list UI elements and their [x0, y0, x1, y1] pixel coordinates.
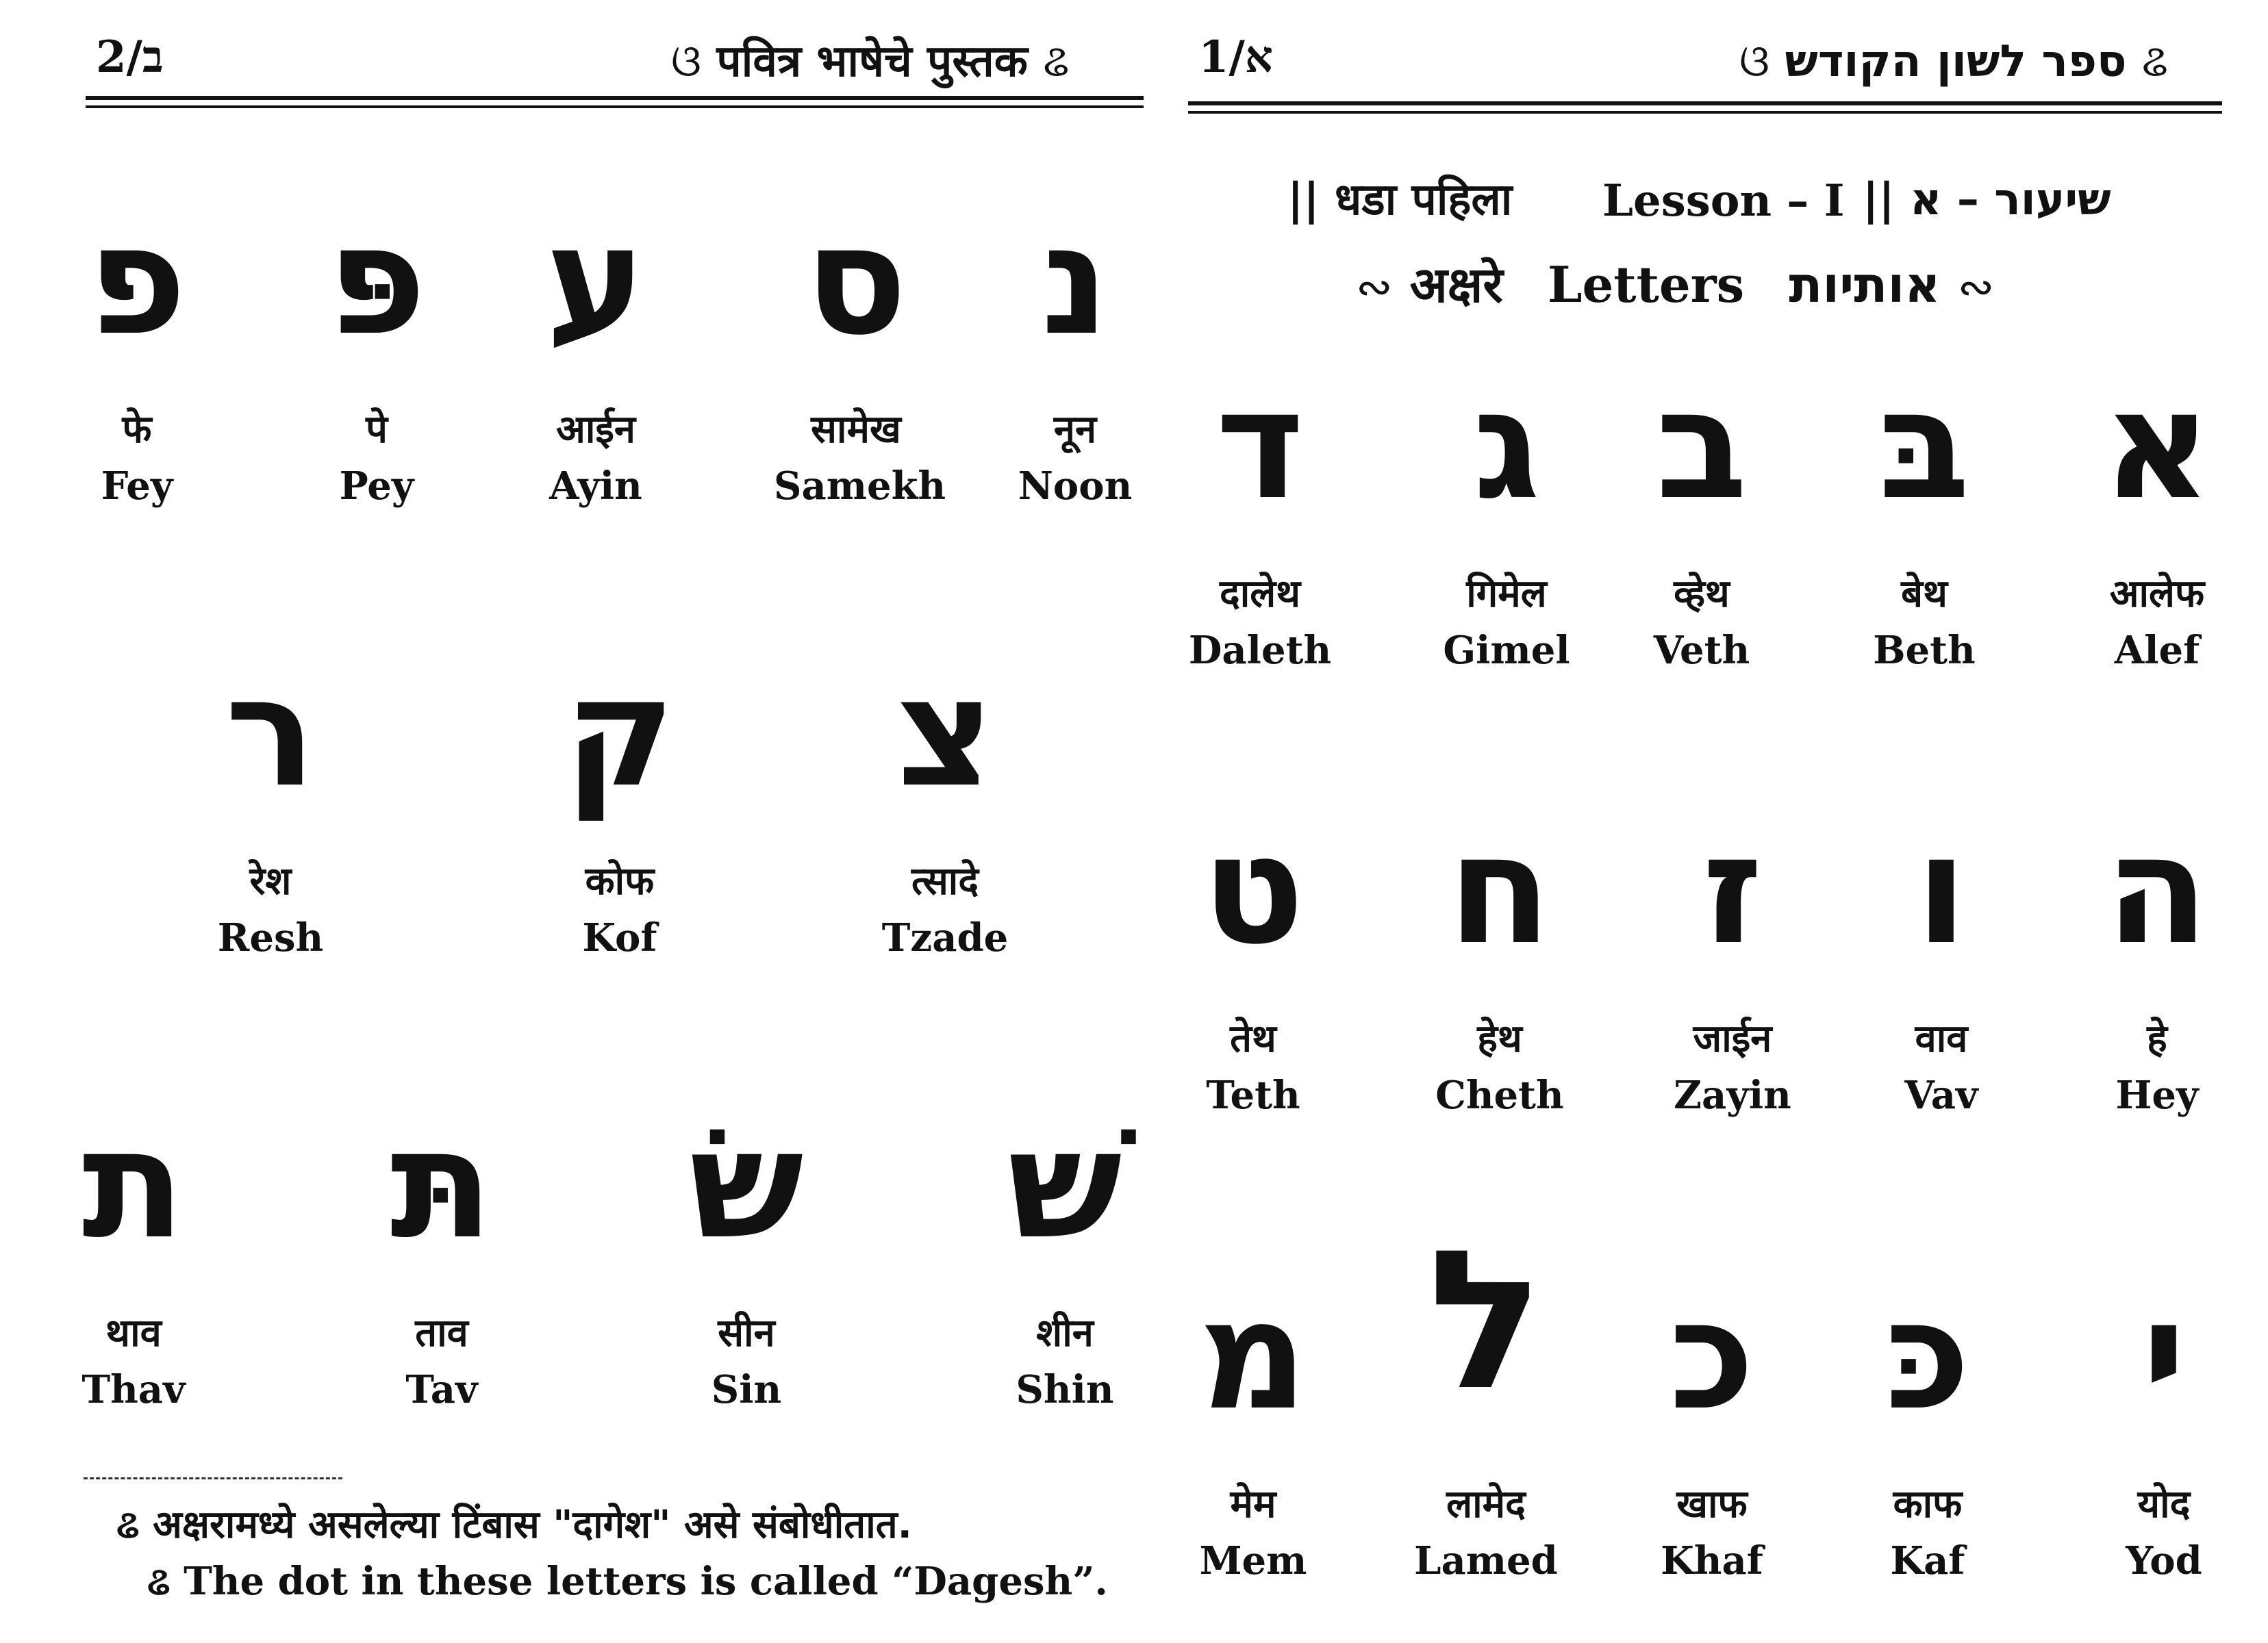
hebrew-letter: ד	[1215, 357, 1305, 533]
footnote-divider	[84, 1477, 342, 1479]
flourish-left-icon: ∾	[1356, 262, 1393, 313]
hebrew-letter: פּ	[327, 193, 427, 368]
english-name: Noon	[1018, 463, 1133, 509]
hebrew-letter: פ	[87, 193, 187, 368]
footnote-english: ଌ The dot in these letters is called “Dagesh”.	[147, 1559, 1108, 1604]
english-name: Thav	[81, 1367, 186, 1412]
english-name: Yod	[2126, 1538, 2202, 1583]
hebrew-letter: ז	[1702, 802, 1763, 978]
english-name: Mem	[1199, 1538, 1307, 1583]
letter-card-teth	[1185, 802, 1322, 1130]
hebrew-letter: ע	[545, 193, 646, 368]
marathi-name: ताव	[415, 1311, 468, 1355]
english-name: Daleth	[1188, 628, 1332, 673]
page-number: א/1	[1198, 31, 1273, 83]
letter-card-mem	[1185, 1268, 1322, 1595]
marathi-name: त्सादे	[911, 859, 979, 904]
hebrew-letter: מ	[1198, 1268, 1308, 1443]
marathi-name: दालेथ	[1220, 572, 1300, 616]
hebrew-letter: ב	[1655, 357, 1748, 533]
marathi-name: कोफ	[585, 859, 655, 904]
letter-card-kof	[551, 645, 688, 972]
ornament-right-icon: ଌ	[1043, 36, 1070, 87]
letter-card-cheth	[1431, 802, 1568, 1130]
marathi-name: तेथ	[1230, 1017, 1276, 1061]
hebrew-letter: כ	[1669, 1268, 1755, 1443]
ornament-left-icon: ଓ	[1739, 36, 1770, 87]
marathi-name: फे	[122, 407, 152, 452]
english-name: Vav	[1904, 1073, 1978, 1118]
marathi-name: हे	[2147, 1017, 2167, 1061]
english-name: Samekh	[774, 463, 946, 509]
marathi-name: वाव	[1915, 1017, 1968, 1061]
hebrew-letter: י	[2141, 1268, 2187, 1443]
letter-card-kaf	[1859, 1268, 1996, 1595]
marathi-name: लामेद	[1446, 1482, 1526, 1527]
hebrew-letter: ט	[1202, 802, 1305, 978]
marathi-name: मेम	[1230, 1482, 1276, 1527]
marathi-name: थाव	[105, 1311, 162, 1355]
english-name: Cheth	[1435, 1073, 1564, 1118]
letter-card-lamed	[1411, 1210, 1561, 1595]
letter-card-yod	[2095, 1268, 2232, 1595]
lesson-marathi: || धडा पहिला	[1287, 175, 1513, 225]
marathi-name: जाईन	[1693, 1017, 1772, 1061]
hebrew-letter: ק	[564, 645, 675, 820]
letters-hebrew: אותיות	[1789, 256, 1941, 314]
english-name: Fey	[101, 463, 173, 509]
letter-card-ayin	[527, 193, 664, 520]
letter-card-tzade	[870, 645, 1020, 972]
hebrew-letter: א	[2102, 357, 2213, 533]
marathi-name: शीन	[1036, 1311, 1094, 1355]
right-page	[1157, 0, 2268, 1643]
letters-heading	[1356, 255, 1995, 314]
hebrew-letter: שׂ	[689, 1097, 804, 1272]
page-title	[1739, 36, 2169, 87]
header-rule	[86, 96, 1144, 100]
english-name: Hey	[2115, 1073, 2199, 1118]
page-title-text: पवित्र भाषेचे पुस्तक	[716, 36, 1028, 87]
marathi-name: काफ	[1893, 1482, 1963, 1527]
letter-card-pey	[308, 193, 445, 520]
letter-card-vav	[1873, 802, 2010, 1130]
marathi-name: रेश	[249, 859, 292, 904]
marathi-name: बेथ	[1901, 572, 1948, 616]
header-rule-thin	[86, 105, 1144, 108]
ornament-right-icon: ଌ	[2141, 36, 2169, 87]
marathi-name: आईन	[556, 407, 635, 452]
hebrew-letter: ר	[225, 645, 316, 820]
english-name: Lamed	[1414, 1538, 1558, 1583]
header-rule	[1188, 101, 2222, 105]
hebrew-letter: ל	[1428, 1210, 1544, 1433]
english-name: Alef	[2114, 628, 2200, 673]
letters-english: Letters	[1547, 255, 1745, 314]
english-name: Zayin	[1674, 1073, 1791, 1118]
english-name: Sin	[711, 1367, 782, 1412]
english-name: Beth	[1873, 628, 1976, 673]
english-name: Gimel	[1443, 628, 1570, 673]
english-name: Pey	[339, 463, 414, 509]
marathi-name: नून	[1053, 407, 1097, 452]
letter-card-gimel	[1438, 357, 1575, 685]
hebrew-letter: ת	[81, 1097, 186, 1272]
english-name: Resh	[217, 915, 324, 960]
letter-card-resh	[202, 645, 339, 972]
letter-card-sin	[678, 1097, 815, 1424]
letter-card-beth	[1856, 357, 1993, 685]
marathi-name: खाफ	[1676, 1482, 1748, 1527]
letter-card-khaf	[1637, 1268, 1787, 1595]
footnote-marathi: ଌ अक्षरामध्ये असलेल्या टिंबास "दागेश" असे संबोधीतात.	[116, 1503, 912, 1547]
hebrew-letter: ה	[2105, 802, 2209, 978]
letter-card-hey	[2089, 802, 2226, 1130]
hebrew-letter: בּ	[1878, 357, 1971, 533]
letter-card-alef	[2082, 357, 2232, 685]
hebrew-letter: נ	[1041, 193, 1109, 368]
page-title	[671, 36, 1070, 87]
header-rule-thin	[1188, 111, 2222, 114]
letter-card-veth	[1633, 357, 1770, 685]
hebrew-letter: צ	[896, 645, 994, 820]
marathi-name: आलेफ	[2109, 572, 2205, 616]
english-name: Tav	[405, 1367, 478, 1412]
page-title-text: ספר לשון הקודש	[1785, 36, 2127, 87]
english-name: Kaf	[1890, 1538, 1965, 1583]
letter-card-daleth	[1185, 357, 1335, 685]
hebrew-letter: ח	[1448, 802, 1552, 978]
english-name: Shin	[1016, 1367, 1114, 1412]
ornament-left-icon: ଓ	[671, 36, 702, 87]
marathi-name: सामेख	[811, 407, 901, 452]
hebrew-letter: תּ	[390, 1097, 494, 1272]
flourish-right-icon: ∾	[1957, 262, 1995, 313]
hebrew-letter: כּ	[1885, 1268, 1971, 1443]
marathi-name: सीन	[718, 1311, 775, 1355]
english-name: Khaf	[1661, 1538, 1763, 1583]
letter-card-samekh	[774, 193, 946, 520]
english-name: Kof	[582, 915, 657, 960]
letter-card-tav	[373, 1097, 510, 1424]
letter-card-zayin	[1664, 802, 1801, 1130]
marathi-name: पे	[366, 407, 388, 452]
hebrew-letter: שׁ	[1007, 1097, 1122, 1272]
hebrew-letter: ג	[1472, 357, 1541, 533]
letter-card-noon	[1007, 193, 1144, 520]
marathi-name: व्हेथ	[1674, 572, 1730, 616]
lesson-hebrew: שיעור – א ||	[1863, 175, 2111, 225]
english-name: Veth	[1653, 628, 1750, 673]
page-number: ב/2	[96, 31, 164, 83]
english-name: Teth	[1206, 1073, 1300, 1118]
hebrew-letter: ס	[805, 193, 907, 368]
marathi-name: योद	[2137, 1482, 2191, 1527]
hebrew-letter: ו	[1915, 802, 1967, 978]
marathi-name: गिमेल	[1466, 572, 1547, 616]
english-name: Tzade	[881, 915, 1009, 960]
english-name: Ayin	[549, 463, 642, 509]
letter-card-shin	[990, 1097, 1140, 1424]
letters-marathi: अक्षरे	[1409, 256, 1503, 314]
lesson-english: Lesson – I	[1602, 175, 1845, 227]
letter-card-thav	[65, 1097, 202, 1424]
letter-card-fey	[68, 193, 205, 520]
marathi-name: हेथ	[1477, 1017, 1522, 1061]
